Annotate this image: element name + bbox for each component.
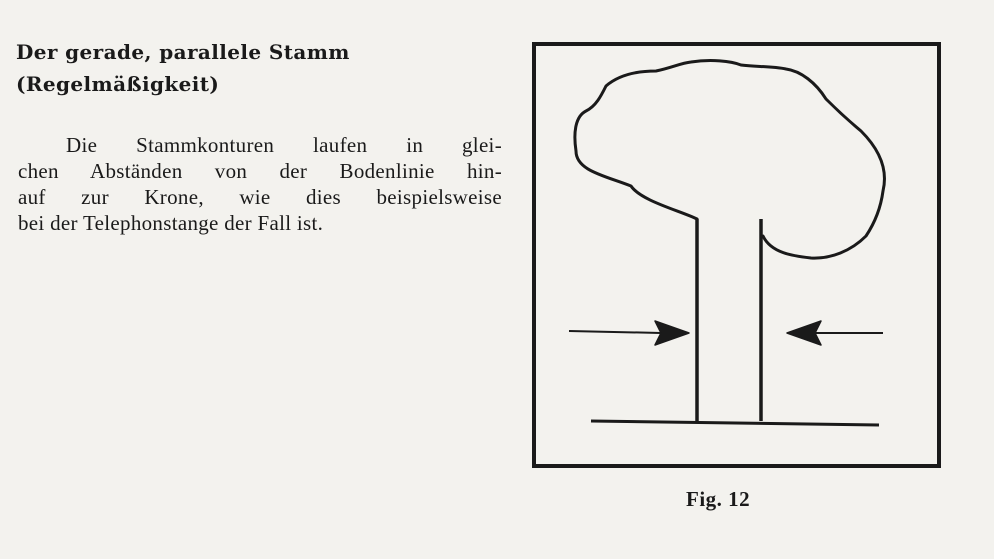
paragraph-line: auf zur Krone, wie dies beispielsweise xyxy=(18,185,502,209)
paragraph-line: chen Abständen von der Bodenlinie hin- xyxy=(18,159,502,183)
figure-caption: Fig. 12 xyxy=(686,487,751,511)
section-heading-title: Der gerade, parallele Stamm xyxy=(16,40,350,64)
section-heading xyxy=(16,36,486,100)
figure-illustration xyxy=(531,41,943,471)
figure-frame xyxy=(534,44,939,466)
left-arrow-shaft xyxy=(569,331,661,333)
paragraph-line: bei der Telephonstange der Fall ist. xyxy=(18,211,324,235)
section-heading-subtitle: (Regelmäßigkeit) xyxy=(16,72,220,96)
tree-crown xyxy=(575,61,885,259)
ground-line xyxy=(591,421,879,425)
paragraph-line: Die Stammkonturen laufen in glei- xyxy=(66,133,502,157)
tree-drawing xyxy=(531,41,943,471)
body-paragraph xyxy=(18,132,502,236)
